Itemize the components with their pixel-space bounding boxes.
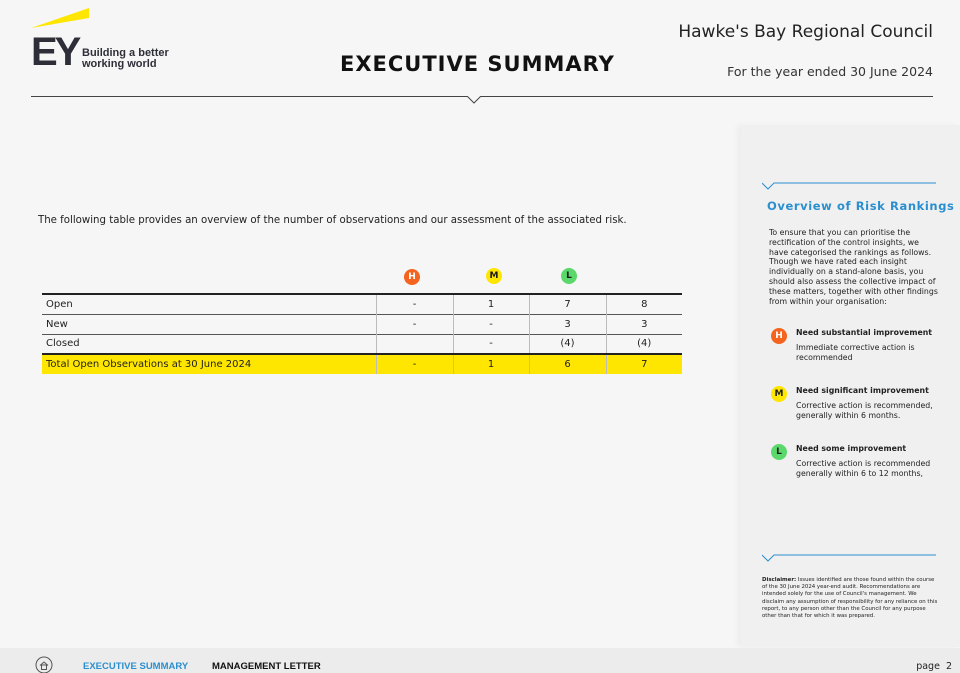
medium-risk-badge: M: [486, 268, 502, 284]
ranking-title: Need some improvement: [796, 444, 907, 453]
sidebar-divider: [762, 181, 936, 191]
cell-low: 6: [529, 354, 606, 374]
row-label: Total Open Observations at 30 June 2024: [42, 354, 376, 374]
row-label: Closed: [42, 334, 376, 354]
divider-notch-icon: [466, 96, 482, 105]
low-risk-badge: L: [771, 444, 787, 460]
disclaimer: [762, 577, 938, 620]
cell-total: 3: [606, 314, 682, 334]
cell-high: [376, 334, 453, 354]
ranking-title: Need significant improvement: [796, 386, 929, 395]
cell-low: 3: [529, 314, 606, 334]
page-title: EXECUTIVE SUMMARY: [340, 52, 615, 76]
observations-table: [42, 293, 682, 374]
ranking-description: Corrective action is recommended, generally within 6 months.: [796, 401, 933, 420]
ranking-title: Need substantial improvement: [796, 328, 933, 337]
cell-low: (4): [529, 334, 606, 354]
low-risk-badge: L: [561, 268, 577, 284]
cell-medium: 1: [453, 294, 529, 314]
ey-logo: [31, 6, 171, 74]
ranking-description: Immediate corrective action is recommended: [796, 343, 915, 362]
nav-management-letter[interactable]: MANAGEMENT LETTER: [212, 661, 321, 672]
high-risk-badge: H: [771, 328, 787, 344]
cell-high: -: [376, 354, 453, 374]
table-row: [42, 334, 682, 354]
sidebar-intro: To ensure that you can prioritise the rectification of the control insights, we have categorised the rankings as follows. Though we have rated each insight individually on a stand-alone basis, you should also assess the collective impact of these matters, together with other findings from within your organisation:: [769, 228, 938, 306]
table-row: [42, 314, 682, 334]
medium-risk-badge: M: [771, 386, 787, 402]
cell-medium: -: [453, 334, 529, 354]
ey-beam-icon: [31, 6, 91, 28]
intro-text: The following table provides an overview of the number of observations and our assessment of the associated risk.: [38, 215, 627, 226]
disclaimer-label: Disclaimer:: [762, 577, 797, 583]
disclaimer-text: Issues identified are those found within the course of the 30 June 2024 year-end audit. Recommendations are intended solely for the use of Council's management. We disclaim any assumption of responsibility for any reliance on this report, to any person other than the Council for any purpose other than that for which it was prepared.: [762, 577, 938, 620]
nav-executive-summary[interactable]: EXECUTIVE SUMMARY: [83, 661, 189, 672]
ey-tagline: Building a better working world: [82, 47, 169, 70]
organisation-name: Hawke's Bay Regional Council: [678, 22, 933, 42]
ey-logo-text: EY: [31, 30, 79, 74]
table-row-total: [42, 354, 682, 374]
home-icon[interactable]: [35, 656, 53, 673]
sidebar-title: Overview of Risk Rankings: [767, 199, 955, 213]
table-row: [42, 294, 682, 314]
cell-medium: 1: [453, 354, 529, 374]
row-label: New: [42, 314, 376, 334]
cell-total: (4): [606, 334, 682, 354]
high-risk-badge: H: [404, 269, 420, 285]
sidebar-divider: [762, 553, 936, 563]
reporting-period: For the year ended 30 June 2024: [727, 64, 933, 79]
cell-total: 8: [606, 294, 682, 314]
ranking-description: Corrective action is recommended generally within 6 to 12 months,: [796, 459, 931, 478]
cell-medium: -: [453, 314, 529, 334]
cell-high: -: [376, 314, 453, 334]
cell-low: 7: [529, 294, 606, 314]
row-label: Open: [42, 294, 376, 314]
page-number: page 2: [916, 661, 952, 672]
risk-rankings-sidebar: [741, 125, 960, 647]
cell-high: -: [376, 294, 453, 314]
header-divider: [31, 96, 933, 97]
footer-nav: [0, 648, 960, 673]
cell-total: 7: [606, 354, 682, 374]
